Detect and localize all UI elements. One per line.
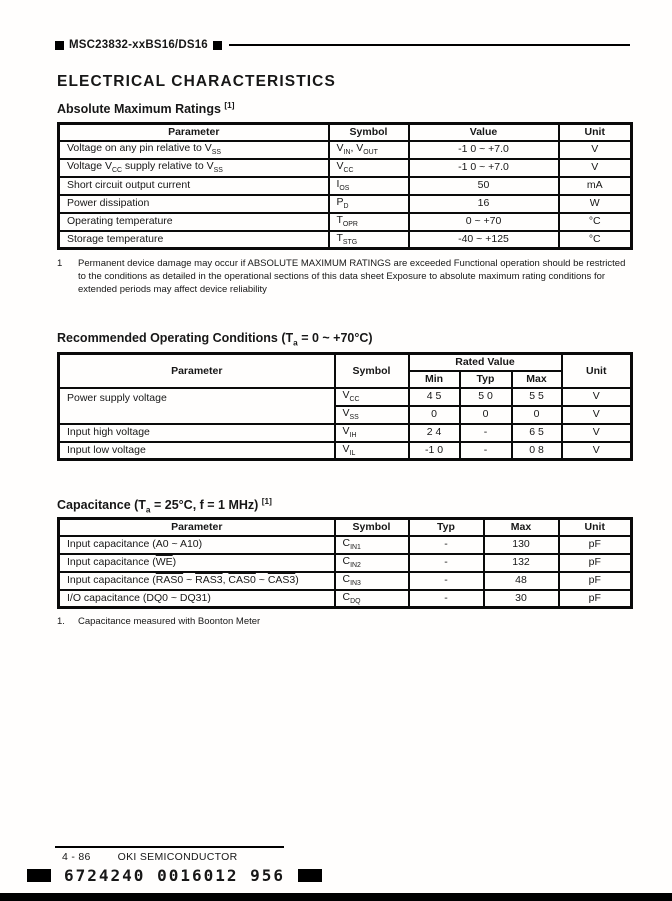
min-cell: 0 <box>409 406 460 424</box>
col-header-value: Value <box>409 124 559 141</box>
value-cell: 50 <box>409 177 559 195</box>
typ-cell: - <box>460 424 512 442</box>
col-header-unit: Unit <box>559 124 632 141</box>
footer-rule <box>55 846 284 848</box>
symbol-cell: $C_{IN2}$ <box>335 554 409 572</box>
param-cell: Power supply voltage <box>59 388 335 424</box>
param-cell: Input capacitance $(\overline{WE})$ <box>59 554 335 572</box>
param-cell: Short circuit output current <box>59 177 329 195</box>
symbol-cell: $I_{OS}$ <box>329 177 409 195</box>
table-row <box>59 536 632 554</box>
param-cell: Input high voltage <box>59 424 335 442</box>
param-cell: Operating temperature <box>59 213 329 231</box>
symbol-cell: $C_{IN1}$ <box>335 536 409 554</box>
max-cell: 5 5 <box>512 388 562 406</box>
col-header-symbol: Symbol <box>335 354 409 388</box>
unit-cell: pF <box>559 590 632 608</box>
catalog-code-row <box>27 866 322 885</box>
min-cell: -1 0 <box>409 442 460 460</box>
col-header-typ: Typ <box>460 371 512 388</box>
col-header-symbol: Symbol <box>329 124 409 141</box>
symbol-cell: $V_{IN}$, $V_{OUT}$ <box>329 141 409 159</box>
value-cell: -1 0 ~ +7.0 <box>409 159 559 177</box>
header-square-icon <box>213 41 222 50</box>
value-cell: -1 0 ~ +7.0 <box>409 141 559 159</box>
unit-cell: pF <box>559 554 632 572</box>
typ-cell: - <box>409 590 484 608</box>
footnote-number: 1. <box>57 616 65 627</box>
rec-op-title: Recommended Operating Conditions ($T_a = 0$ ~ +70°C) <box>57 331 373 348</box>
param-cell: Storage temperature <box>59 231 329 249</box>
unit-cell: °C <box>559 213 632 231</box>
param-cell: Input capacitance (A0 ~ A10) <box>59 536 335 554</box>
cap-footnote <box>57 615 634 628</box>
symbol-cell: $V_{IL}$ <box>335 442 409 460</box>
col-header-unit: Unit <box>559 519 632 536</box>
param-cell: Input low voltage <box>59 442 335 460</box>
table-row <box>59 159 632 177</box>
footnote-number: 1 <box>57 258 63 269</box>
symbol-cell: $C_{DQ}$ <box>335 590 409 608</box>
table-row <box>59 141 632 159</box>
company-name: OKI SEMICONDUCTOR <box>117 851 238 863</box>
table-row <box>59 195 632 213</box>
max-cell: 30 <box>484 590 559 608</box>
typ-cell: - <box>409 536 484 554</box>
unit-cell: V <box>559 159 632 177</box>
table-row <box>59 213 632 231</box>
abs-max-table <box>57 122 633 250</box>
col-header-max: Max <box>484 519 559 536</box>
code-square-icon <box>27 869 51 882</box>
page-number: 4 - 86 <box>62 851 91 863</box>
footnote-text: Permanent device damage may occur if ABSOLUTE MAXIMUM RATINGS are exceeded Functional operation should be restricted to the conditions as detailed in the operational sections of this data sheet Exposure to absolute maximum rating conditions for extended periods may affect device reliability <box>78 258 626 296</box>
col-header-parameter: Parameter <box>59 354 335 388</box>
unit-cell: mA <box>559 177 632 195</box>
page-bottom-bar <box>0 893 672 901</box>
symbol-cell: $V_{IH}$ <box>335 424 409 442</box>
page-footer <box>62 851 238 863</box>
param-cell: Voltage $V_{CC}$ supply relative to $V_{SS}$ <box>59 159 329 177</box>
max-cell: 132 <box>484 554 559 572</box>
unit-cell: pF <box>559 536 632 554</box>
col-header-parameter: Parameter <box>59 124 329 141</box>
unit-cell: V <box>562 442 632 460</box>
header-rule <box>229 44 630 46</box>
rec-op-header-row-1 <box>59 354 632 371</box>
table-row <box>59 231 632 249</box>
min-cell: 2 4 <box>409 424 460 442</box>
cap-title: Capacitance ($T_a = 25^\circ C$, f = 1 MHz) [1] <box>57 497 272 515</box>
unit-cell: pF <box>559 572 632 590</box>
param-cell: Voltage on any pin relative to $V_{SS}$ <box>59 141 329 159</box>
param-cell: Input capacitance (RAS0 ~ RAS3, CAS0 ~ CAS3) <box>59 572 335 590</box>
table-row <box>59 424 632 442</box>
code-square-icon <box>298 869 322 882</box>
section-title: ELECTRICAL CHARACTERISTICS <box>57 73 336 90</box>
cap-header-row <box>59 519 632 536</box>
max-cell: 0 <box>512 406 562 424</box>
symbol-cell: $C_{IN3}$ <box>335 572 409 590</box>
cap-table <box>57 517 633 609</box>
param-cell: Power dissipation <box>59 195 329 213</box>
value-cell: -40 ~ +125 <box>409 231 559 249</box>
table-row <box>59 442 632 460</box>
abs-max-title: Absolute Maximum Ratings [1] <box>57 101 235 117</box>
max-cell: 6 5 <box>512 424 562 442</box>
unit-cell: V <box>562 388 632 406</box>
catalog-code: 6724240 0016012 956 <box>64 866 286 885</box>
table-row <box>59 590 632 608</box>
typ-cell: 5 0 <box>460 388 512 406</box>
value-cell: 16 <box>409 195 559 213</box>
page-header <box>55 39 630 51</box>
table-row <box>59 572 632 590</box>
col-header-max: Max <box>512 371 562 388</box>
unit-cell: V <box>562 424 632 442</box>
param-cell: I/O capacitance (DQ0 ~ DQ31) <box>59 590 335 608</box>
col-header-parameter: Parameter <box>59 519 335 536</box>
col-header-min: Min <box>409 371 460 388</box>
typ-cell: 0 <box>460 406 512 424</box>
max-cell: 130 <box>484 536 559 554</box>
table-row <box>59 177 632 195</box>
abs-max-header-row <box>59 124 632 141</box>
col-header-symbol: Symbol <box>335 519 409 536</box>
min-cell: 4 5 <box>409 388 460 406</box>
col-header-unit: Unit <box>562 354 632 388</box>
value-cell: 0 ~ +70 <box>409 213 559 231</box>
typ-cell: - <box>409 554 484 572</box>
table-row <box>59 554 632 572</box>
typ-cell: - <box>409 572 484 590</box>
unit-cell: V <box>559 141 632 159</box>
symbol-cell: $V_{SS}$ <box>335 406 409 424</box>
col-header-typ: Typ <box>409 519 484 536</box>
unit-cell: W <box>559 195 632 213</box>
symbol-cell: $P_D$ <box>329 195 409 213</box>
table-row <box>59 388 632 406</box>
header-square-icon <box>55 41 64 50</box>
max-cell: 48 <box>484 572 559 590</box>
max-cell: 0 8 <box>512 442 562 460</box>
symbol-cell: $T_{OPR}$ <box>329 213 409 231</box>
typ-cell: - <box>460 442 512 460</box>
part-number-title: MSC23832-xxBS16/DS16 <box>69 39 208 51</box>
symbol-cell: $V_{CC}$ <box>329 159 409 177</box>
unit-cell: °C <box>559 231 632 249</box>
footnote-text: Capacitance measured with Boonton Meter <box>78 616 261 627</box>
unit-cell: V <box>562 406 632 424</box>
symbol-cell: $T_{STG}$ <box>329 231 409 249</box>
symbol-cell: $V_{CC}$ <box>335 388 409 406</box>
rec-op-table <box>57 352 633 461</box>
col-header-rated-value: Rated Value <box>409 354 562 371</box>
abs-max-footnote <box>57 257 634 296</box>
